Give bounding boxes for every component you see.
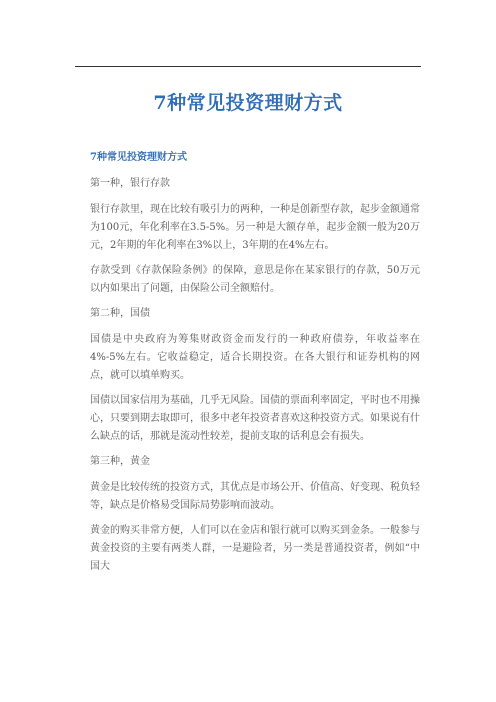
paragraph-gold-purchase: 黄金的购买非常方便，人们可以在金店和银行就可以购买到金条。一般参与黄金投资的主要有两类人群，一是避险者，另一类是普通投资者，例如“中国大 — [90, 525, 420, 572]
document-body — [90, 150, 420, 583]
paragraph-treasury-bonds-risk: 国债以国家信用为基础，几乎无风险。国债的票面利率固定，平时也不用操心，只要到期去取即可，很多中老年投资者喜欢这种投资方式。如果说有什么缺点的话，那就是流动性较差，提前支取的话利息会有损失。 — [90, 395, 420, 442]
section-subtitle: 7种常见投资理财方式 — [90, 152, 187, 163]
paragraph-treasury-bonds-intro: 国债是中央政府为筹集财政资金而发行的一种政府债券，年收益率在4%-5%左右。它收益稳定，适合长期投资。在各大银行和证券机构的网点，就可以填单购买。 — [90, 334, 420, 381]
paragraph-bank-deposit-types: 银行存款里，现在比较有吸引力的两种，一种是创新型存款，起步金额通常为100元，年化利率在3.5-5%。另一种是大额存单，起步金额一般为20万元，2年期的年化利率在3%以上，3年期的在4%左右。 — [90, 204, 420, 251]
heading-bank-deposit: 第一种，银行存款 — [90, 178, 170, 189]
heading-gold: 第三种，黄金 — [90, 456, 150, 467]
document-title: 7种常见投资理财方式 — [153, 92, 343, 114]
paragraph-gold-intro: 黄金是比较传统的投资方式，其优点是市场公开、价值高、好变现、税负轻等，缺点是价格易受国际局势影响而波动。 — [90, 482, 420, 511]
heading-treasury-bonds: 第二种，国债 — [90, 308, 150, 319]
paragraph-deposit-insurance: 存款受到《存款保险条例》的保障，意思是你在某家银行的存款，50万元以内如果出了问题，由保险公司全额赔付。 — [90, 265, 420, 294]
header-rule — [75, 66, 421, 67]
